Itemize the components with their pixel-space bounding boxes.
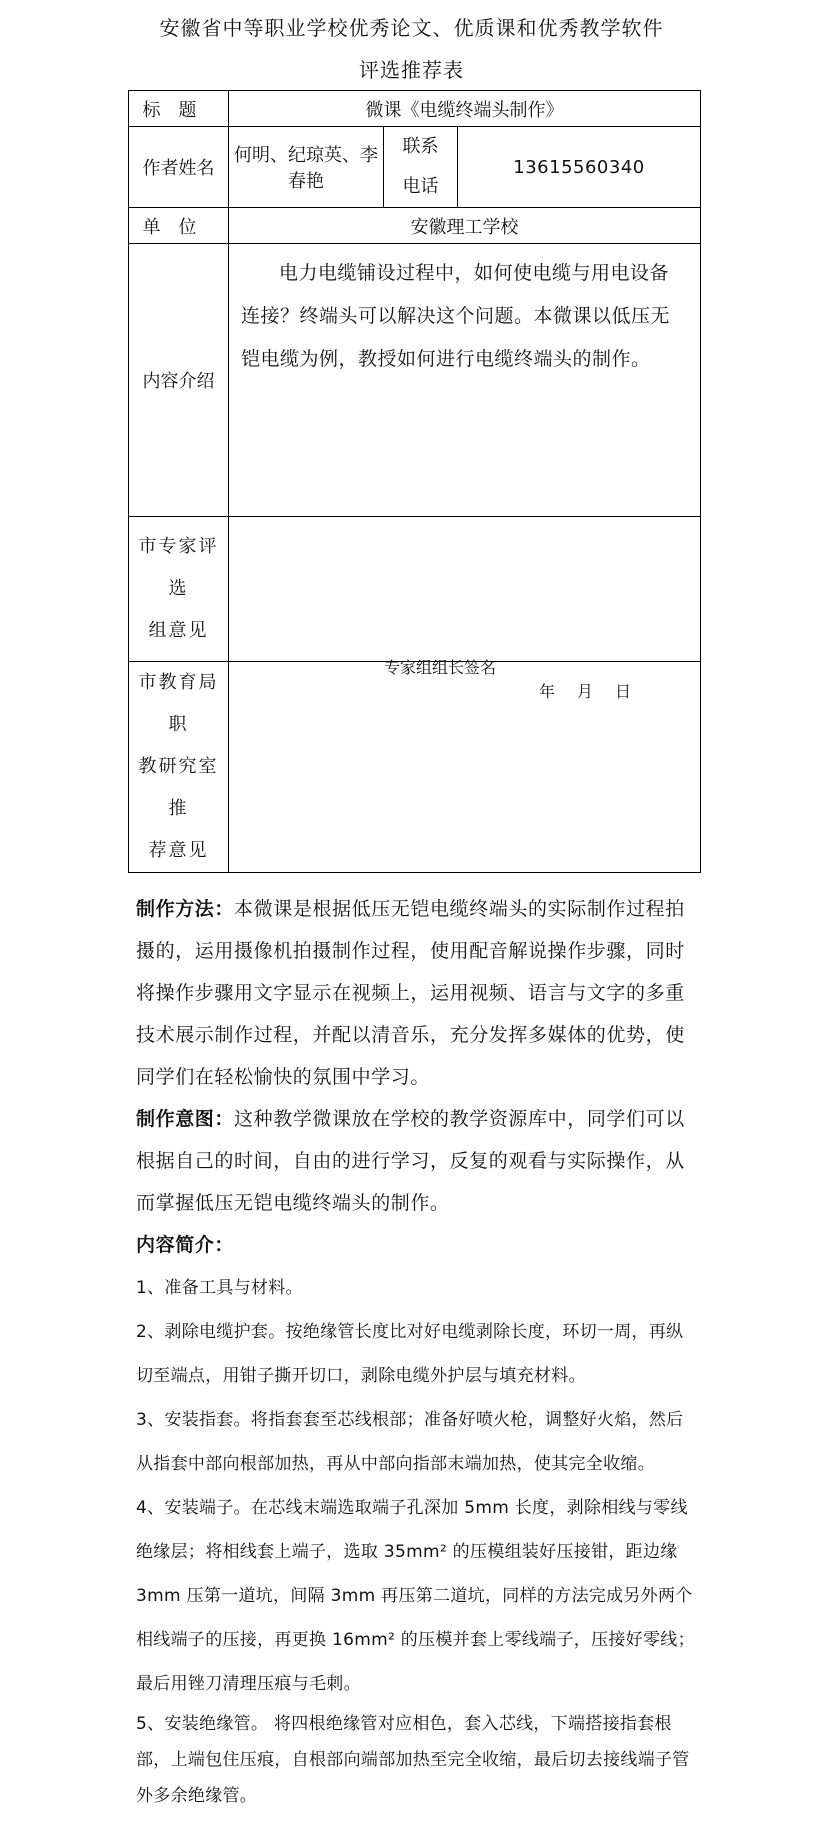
intent-section	[136, 1098, 696, 1224]
date-label	[539, 679, 653, 702]
author-label: 作者姓名	[129, 127, 229, 208]
summary-step-3: 3、安装指套。将指套套至芯线根部；准备好喷火枪，调整好火焰，然后从指套中部向根部加热，再从中部向指部末端加热，使其完全收缩。	[136, 1410, 684, 1474]
unit-row	[129, 208, 701, 244]
intro-row	[129, 244, 701, 517]
signature-label: 专家组组长签名	[384, 658, 497, 677]
author-value: 何明、纪琼英、李春艳	[229, 127, 384, 208]
intro-value: 电力电缆铺设过程中，如何使电缆与用电设备连接？终端头可以解决这个问题。本微课以低压无铠电缆为例，教授如何进行电缆终端头的制作。	[241, 262, 671, 370]
summary-heading: 内容简介：	[136, 1234, 235, 1256]
author-row	[129, 127, 701, 208]
edu-bureau-label-line3: 荐意见	[148, 840, 209, 861]
edu-bureau-label-line2: 教研究室推	[138, 756, 219, 819]
city-expert-label-line1: 市专家评选	[138, 536, 219, 599]
contact-label-line1: 联系	[402, 136, 439, 157]
city-expert-row	[129, 517, 701, 662]
intro-value-cell	[229, 244, 701, 517]
summary-step-1: 1、准备工具与材料。	[136, 1278, 303, 1298]
title-label: 标题	[129, 91, 229, 127]
summary-section	[136, 1224, 696, 1814]
intent-paragraph	[136, 1098, 696, 1224]
document-title-line1: 安徽省中等职业学校优秀论文、优质课和优秀教学软件	[159, 16, 664, 40]
method-paragraph	[136, 888, 696, 1098]
city-expert-opinion-cell	[229, 517, 701, 701]
city-expert-label-line2: 组意见	[148, 620, 209, 641]
method-text: 本微课是根据低压无铠电缆终端头的实际制作过程拍摄的，运用摄像机拍摄制作过程，使用配音解说操作步骤，同时将操作步骤用文字显示在视频上，运用视频、语言与文字的多重技术展示制作过程，并配以清音乐，充分发挥多媒体的优势，使同学们在轻松愉快的氛围中学习。	[136, 898, 685, 1088]
intent-heading: 制作意图：	[136, 1108, 235, 1130]
intro-label: 内容介绍	[129, 244, 229, 517]
contact-value: 13615560340	[458, 127, 701, 208]
title-row	[129, 91, 701, 127]
summary-step-2: 2、剥除电缆护套。按绝缘管长度比对好电缆剥除长度，环切一周，再纵切至端点，用钳子撕开切口，剥除电缆外护层与填充材料。	[136, 1322, 684, 1386]
document-title-line2: 评选推荐表	[359, 58, 464, 82]
recommendation-form-table	[128, 90, 701, 873]
method-section	[136, 888, 696, 1098]
summary-step-5: 5、安装绝缘管。 将四根绝缘管对应相色，套入芯线，下端搭接指套根部，上端包住压痕，自根部向端部加热至完全收缩，最后切去接线端子管外多余绝缘管。	[136, 1714, 690, 1806]
summary-steps	[136, 1266, 696, 1814]
edu-bureau-label	[129, 662, 229, 873]
title-value: 微课《电缆终端头制作》	[229, 91, 701, 127]
summary-step-4: 4、安装端子。在芯线末端选取端子孔深加 5mm 长度，剥除相线与零线绝缘层；将相线套上端子，选取 35mm² 的压模组装好压接钳，距边缘 3mm 压第一道坑，间隔 3mm 再压第二道坑，同样的方法完成另外两个相线端子的压接，再更换 16mm² 的压模并套上零线端子，压接好零线；最后用锉刀清理压痕与毛刺。	[136, 1498, 695, 1694]
intent-text: 这种教学微课放在学校的教学资源库中，同学们可以根据自己的时间，自由的进行学习，反复的观看与实际操作，从而掌握低压无铠电缆终端头的制作。	[136, 1108, 685, 1214]
edu-bureau-label-line1: 市教育局职	[138, 672, 219, 735]
date-day: 日	[615, 682, 632, 701]
method-heading: 制作方法：	[136, 898, 235, 920]
unit-label: 单位	[129, 208, 229, 244]
contact-label	[384, 127, 458, 208]
unit-value: 安徽理工学校	[229, 208, 701, 244]
city-expert-label	[129, 517, 229, 662]
date-month: 月	[577, 682, 594, 701]
contact-label-line2: 电话	[402, 176, 439, 197]
date-year: 年	[539, 682, 556, 701]
